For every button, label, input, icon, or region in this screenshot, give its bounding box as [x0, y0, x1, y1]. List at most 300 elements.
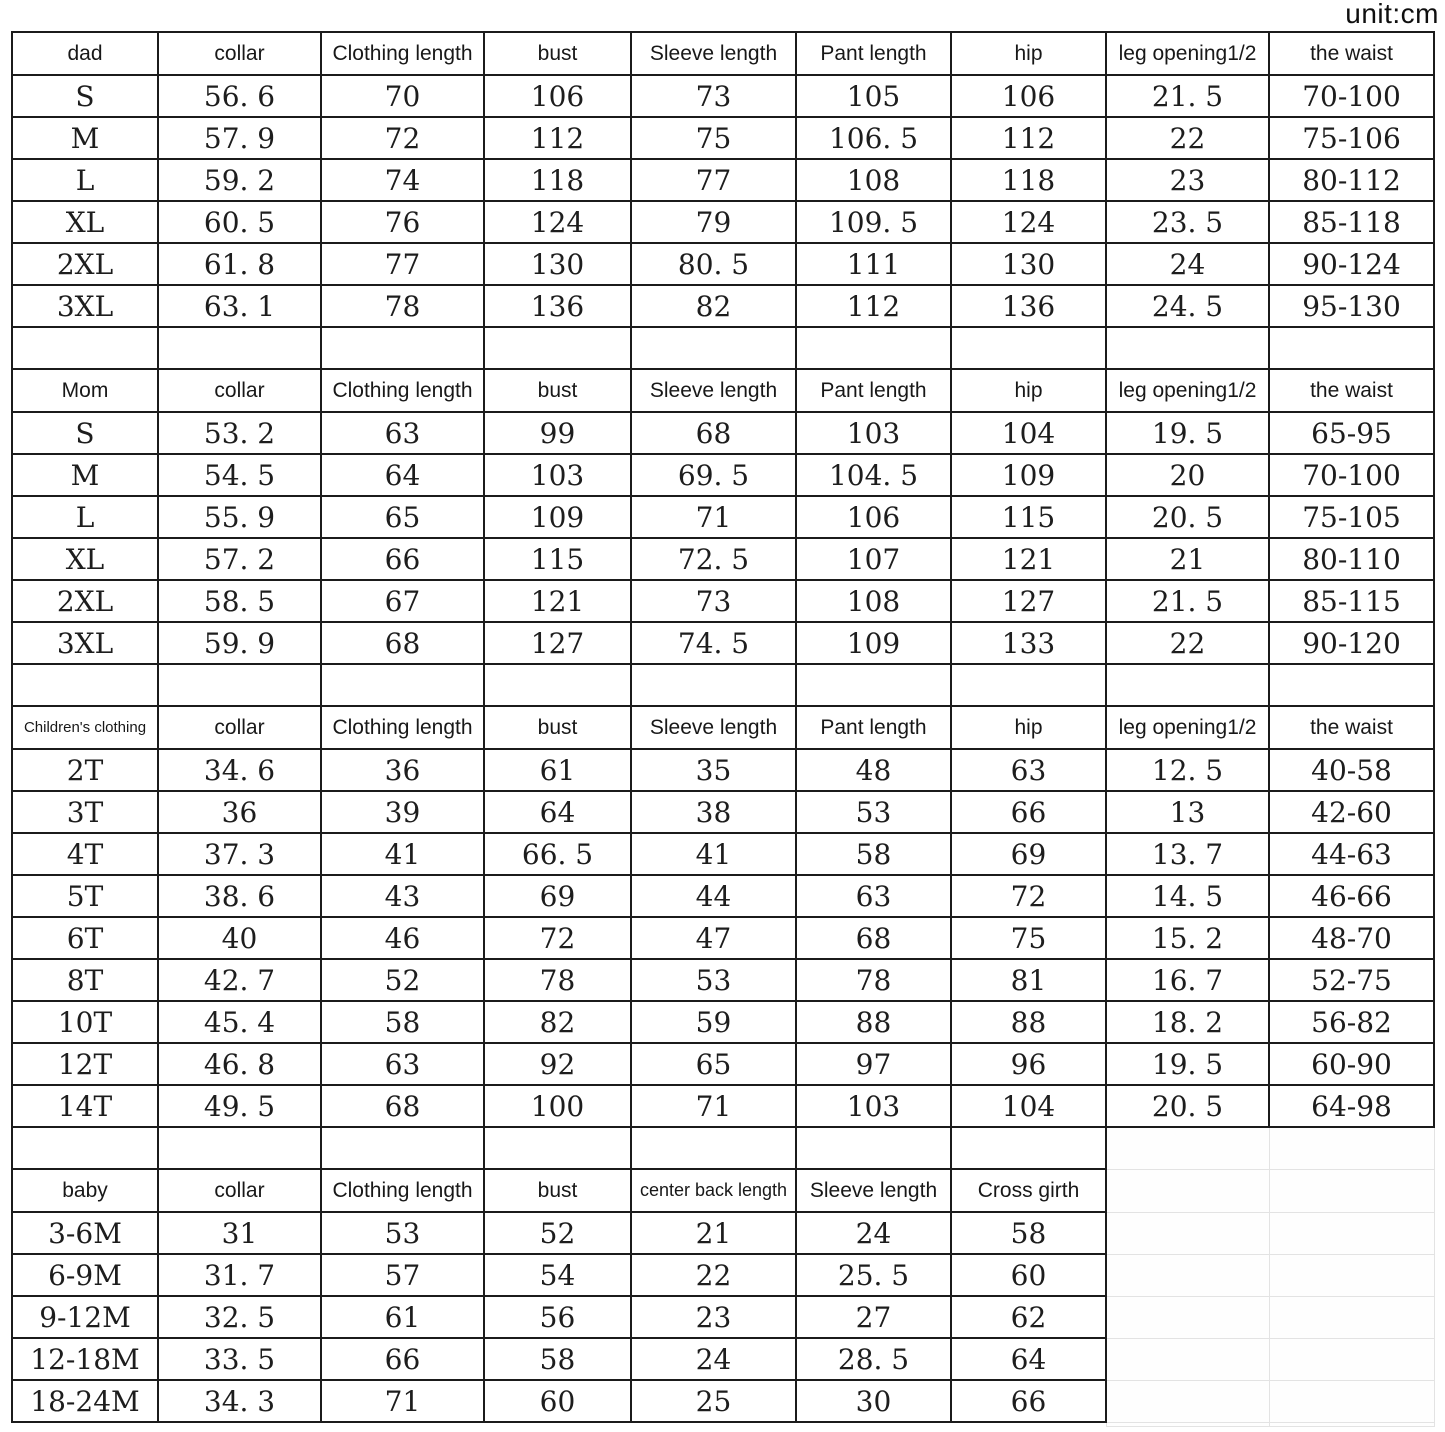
dad-row-L [12, 159, 1434, 201]
data-cell: 14. 5 [1106, 875, 1269, 917]
data-cell: 68 [796, 917, 951, 959]
data-cell: 136 [484, 285, 631, 327]
data-cell: 80. 5 [631, 243, 796, 285]
data-cell: 22 [1106, 117, 1269, 159]
data-cell: 23 [631, 1296, 796, 1338]
data-cell: 118 [484, 159, 631, 201]
column-header: collar [158, 369, 321, 412]
data-cell: 56-82 [1269, 1001, 1434, 1043]
data-cell: 63. 1 [158, 285, 321, 327]
data-cell: 88 [951, 1001, 1106, 1043]
size-cell: M [12, 454, 158, 496]
data-cell: 63 [321, 412, 484, 454]
column-header: Pant length [796, 369, 951, 412]
data-cell: 82 [631, 285, 796, 327]
data-cell: 99 [484, 412, 631, 454]
data-cell: 16. 7 [1106, 959, 1269, 1001]
column-header: bust [484, 32, 631, 75]
data-cell: 112 [951, 117, 1106, 159]
children-row-12T [12, 1043, 1434, 1085]
section-label-mom: Mom [12, 369, 158, 412]
size-cell: 3XL [12, 285, 158, 327]
size-cell: XL [12, 201, 158, 243]
data-cell: 66 [321, 538, 484, 580]
gap-cell [796, 1127, 951, 1169]
data-cell: 124 [951, 201, 1106, 243]
size-cell: 9-12M [12, 1296, 158, 1338]
data-cell: 127 [951, 580, 1106, 622]
data-cell: 107 [796, 538, 951, 580]
column-header: leg opening1/2 [1106, 369, 1269, 412]
dad-header-row [12, 32, 1434, 75]
data-cell: 54 [484, 1254, 631, 1296]
data-cell: 55. 9 [158, 496, 321, 538]
data-cell: 41 [321, 833, 484, 875]
column-header: Clothing length [321, 369, 484, 412]
size-cell: 5T [12, 875, 158, 917]
data-cell: 47 [631, 917, 796, 959]
data-cell: 53 [321, 1212, 484, 1254]
size-cell: 2XL [12, 580, 158, 622]
data-cell: 75-105 [1269, 496, 1434, 538]
size-cell: 12-18M [12, 1338, 158, 1380]
column-header: hip [951, 32, 1106, 75]
gap-cell [158, 327, 321, 369]
data-cell: 56 [484, 1296, 631, 1338]
data-cell: 73 [631, 580, 796, 622]
size-cell: 6-9M [12, 1254, 158, 1296]
data-cell: 35 [631, 749, 796, 791]
grid-cell [1106, 1212, 1269, 1254]
blank-cell [631, 1422, 796, 1426]
blank-cell [158, 1422, 321, 1426]
baby-row-18-24M [12, 1380, 1434, 1422]
gap-cell [321, 664, 484, 706]
data-cell: 13. 7 [1106, 833, 1269, 875]
gap-cell [1269, 664, 1434, 706]
column-header: Clothing length [321, 706, 484, 749]
data-cell: 75 [951, 917, 1106, 959]
data-cell: 37. 3 [158, 833, 321, 875]
data-cell: 58 [484, 1338, 631, 1380]
grid-cell [1106, 1169, 1269, 1212]
data-cell: 74. 5 [631, 622, 796, 664]
data-cell: 20 [1106, 454, 1269, 496]
gap-cell [321, 1127, 484, 1169]
data-cell: 136 [951, 285, 1106, 327]
data-cell: 85-118 [1269, 201, 1434, 243]
size-cell: 8T [12, 959, 158, 1001]
dad-row-XL [12, 201, 1434, 243]
size-cell: 12T [12, 1043, 158, 1085]
grid-cell [1269, 1380, 1434, 1422]
data-cell: 46-66 [1269, 875, 1434, 917]
mom-row-XL [12, 538, 1434, 580]
data-cell: 52 [321, 959, 484, 1001]
column-header: bust [484, 1169, 631, 1212]
data-cell: 22 [1106, 622, 1269, 664]
data-cell: 64 [951, 1338, 1106, 1380]
data-cell: 65 [631, 1043, 796, 1085]
data-cell: 15. 2 [1106, 917, 1269, 959]
data-cell: 106 [484, 75, 631, 117]
gap-cell [1106, 327, 1269, 369]
data-cell: 30 [796, 1380, 951, 1422]
gap-cell [631, 664, 796, 706]
data-cell: 65 [321, 496, 484, 538]
data-cell: 63 [321, 1043, 484, 1085]
data-cell: 88 [796, 1001, 951, 1043]
data-cell: 25 [631, 1380, 796, 1422]
column-header: collar [158, 32, 321, 75]
size-cell: 10T [12, 1001, 158, 1043]
data-cell: 92 [484, 1043, 631, 1085]
section-label-children: Children's clothing [12, 706, 158, 749]
data-cell: 90-124 [1269, 243, 1434, 285]
blank-cell [484, 1422, 631, 1426]
data-cell: 58 [951, 1212, 1106, 1254]
gap-cell [951, 327, 1106, 369]
data-cell: 57. 2 [158, 538, 321, 580]
mom-row-2XL [12, 580, 1434, 622]
size-cell: 3-6M [12, 1212, 158, 1254]
data-cell: 68 [321, 622, 484, 664]
data-cell: 18. 2 [1106, 1001, 1269, 1043]
data-cell: 67 [321, 580, 484, 622]
data-cell: 115 [484, 538, 631, 580]
children-row-6T [12, 917, 1434, 959]
data-cell: 33. 5 [158, 1338, 321, 1380]
dad-row-S [12, 75, 1434, 117]
size-cell: 2T [12, 749, 158, 791]
grid-cell [1269, 1127, 1434, 1169]
data-cell: 108 [796, 580, 951, 622]
data-cell: 72 [951, 875, 1106, 917]
column-header: Sleeve length [631, 32, 796, 75]
data-cell: 23. 5 [1106, 201, 1269, 243]
baby-row-6-9M [12, 1254, 1434, 1296]
column-header: bust [484, 706, 631, 749]
baby-row-12-18M [12, 1338, 1434, 1380]
dad-row-2XL [12, 243, 1434, 285]
gap-cell [12, 327, 158, 369]
column-header: collar [158, 706, 321, 749]
data-cell: 24 [796, 1212, 951, 1254]
data-cell: 42. 7 [158, 959, 321, 1001]
data-cell: 85-115 [1269, 580, 1434, 622]
data-cell: 19. 5 [1106, 1043, 1269, 1085]
children-row-14T [12, 1085, 1434, 1127]
data-cell: 24 [1106, 243, 1269, 285]
gap-cell [12, 1127, 158, 1169]
data-cell: 63 [951, 749, 1106, 791]
grid-cell [1269, 1422, 1434, 1426]
data-cell: 71 [321, 1380, 484, 1422]
data-cell: 41 [631, 833, 796, 875]
data-cell: 66 [321, 1338, 484, 1380]
size-cell: L [12, 496, 158, 538]
mom-row-3XL [12, 622, 1434, 664]
section-gap-row [12, 327, 1434, 369]
data-cell: 40 [158, 917, 321, 959]
data-cell: 24 [631, 1338, 796, 1380]
data-cell: 52 [484, 1212, 631, 1254]
gap-cell [951, 664, 1106, 706]
gap-cell [796, 664, 951, 706]
data-cell: 60 [484, 1380, 631, 1422]
mom-row-M [12, 454, 1434, 496]
data-cell: 52-75 [1269, 959, 1434, 1001]
gap-cell [484, 664, 631, 706]
data-cell: 46. 8 [158, 1043, 321, 1085]
data-cell: 70-100 [1269, 75, 1434, 117]
size-cell: M [12, 117, 158, 159]
data-cell: 104. 5 [796, 454, 951, 496]
column-header: Pant length [796, 32, 951, 75]
data-cell: 54. 5 [158, 454, 321, 496]
column-header: Clothing length [321, 32, 484, 75]
blank-cell [796, 1422, 951, 1426]
data-cell: 70 [321, 75, 484, 117]
gap-cell [484, 1127, 631, 1169]
gap-cell [951, 1127, 1106, 1169]
grid-cell [1269, 1296, 1434, 1338]
data-cell: 62 [951, 1296, 1106, 1338]
data-cell: 71 [631, 496, 796, 538]
gap-cell [631, 327, 796, 369]
data-cell: 21. 5 [1106, 75, 1269, 117]
grid-cell [1269, 1169, 1434, 1212]
data-cell: 78 [484, 959, 631, 1001]
data-cell: 109. 5 [796, 201, 951, 243]
grid-cell [1106, 1422, 1269, 1426]
column-header: Sleeve length [631, 706, 796, 749]
gap-cell [1106, 664, 1269, 706]
data-cell: 121 [484, 580, 631, 622]
data-cell: 48-70 [1269, 917, 1434, 959]
data-cell: 82 [484, 1001, 631, 1043]
data-cell: 43 [321, 875, 484, 917]
data-cell: 40-58 [1269, 749, 1434, 791]
data-cell: 31 [158, 1212, 321, 1254]
section-label-baby: baby [12, 1169, 158, 1212]
grid-cell [1106, 1296, 1269, 1338]
gap-cell [321, 327, 484, 369]
data-cell: 27 [796, 1296, 951, 1338]
data-cell: 20. 5 [1106, 1085, 1269, 1127]
gap-cell [484, 327, 631, 369]
data-cell: 130 [951, 243, 1106, 285]
unit-label: unit:cm [1345, 0, 1439, 29]
size-cell: XL [12, 538, 158, 580]
data-cell: 58 [321, 1001, 484, 1043]
data-cell: 21 [1106, 538, 1269, 580]
column-header: hip [951, 369, 1106, 412]
data-cell: 70-100 [1269, 454, 1434, 496]
data-cell: 80-112 [1269, 159, 1434, 201]
size-chart-table [11, 31, 1435, 1427]
data-cell: 78 [796, 959, 951, 1001]
column-header: leg opening1/2 [1106, 32, 1269, 75]
size-cell: L [12, 159, 158, 201]
data-cell: 108 [796, 159, 951, 201]
data-cell: 63 [796, 875, 951, 917]
grid-cell [1106, 1127, 1269, 1169]
column-header: center back length [631, 1169, 796, 1212]
data-cell: 19. 5 [1106, 412, 1269, 454]
children-header-row [12, 706, 1434, 749]
size-cell: 3XL [12, 622, 158, 664]
dad-row-M [12, 117, 1434, 159]
data-cell: 44 [631, 875, 796, 917]
data-cell: 104 [951, 412, 1106, 454]
data-cell: 100 [484, 1085, 631, 1127]
data-cell: 105 [796, 75, 951, 117]
size-chart-body [12, 32, 1434, 1426]
data-cell: 24. 5 [1106, 285, 1269, 327]
data-cell: 104 [951, 1085, 1106, 1127]
column-header: hip [951, 706, 1106, 749]
data-cell: 71 [631, 1085, 796, 1127]
children-row-5T [12, 875, 1434, 917]
data-cell: 79 [631, 201, 796, 243]
data-cell: 57. 9 [158, 117, 321, 159]
data-cell: 69. 5 [631, 454, 796, 496]
section-label-dad: dad [12, 32, 158, 75]
data-cell: 103 [796, 1085, 951, 1127]
data-cell: 61. 8 [158, 243, 321, 285]
data-cell: 60 [951, 1254, 1106, 1296]
data-cell: 56. 6 [158, 75, 321, 117]
data-cell: 109 [796, 622, 951, 664]
grid-cell [1106, 1338, 1269, 1380]
data-cell: 90-120 [1269, 622, 1434, 664]
data-cell: 28. 5 [796, 1338, 951, 1380]
blank-cell [321, 1422, 484, 1426]
column-header: Clothing length [321, 1169, 484, 1212]
data-cell: 77 [631, 159, 796, 201]
size-cell: 6T [12, 917, 158, 959]
baby-row-3-6M [12, 1212, 1434, 1254]
data-cell: 53 [796, 791, 951, 833]
column-header: the waist [1269, 369, 1434, 412]
data-cell: 74 [321, 159, 484, 201]
blank-cell [12, 1422, 158, 1426]
data-cell: 22 [631, 1254, 796, 1296]
gap-cell [1269, 327, 1434, 369]
data-cell: 111 [796, 243, 951, 285]
data-cell: 36 [321, 749, 484, 791]
data-cell: 59 [631, 1001, 796, 1043]
data-cell: 58. 5 [158, 580, 321, 622]
column-header: bust [484, 369, 631, 412]
data-cell: 124 [484, 201, 631, 243]
data-cell: 78 [321, 285, 484, 327]
data-cell: 61 [484, 749, 631, 791]
gap-cell [796, 327, 951, 369]
data-cell: 72 [321, 117, 484, 159]
data-cell: 32. 5 [158, 1296, 321, 1338]
dad-row-3XL [12, 285, 1434, 327]
data-cell: 57 [321, 1254, 484, 1296]
data-cell: 75 [631, 117, 796, 159]
data-cell: 31. 7 [158, 1254, 321, 1296]
data-cell: 34. 3 [158, 1380, 321, 1422]
data-cell: 21. 5 [1106, 580, 1269, 622]
data-cell: 64 [321, 454, 484, 496]
data-cell: 65-95 [1269, 412, 1434, 454]
size-cell: S [12, 75, 158, 117]
data-cell: 66 [951, 1380, 1106, 1422]
data-cell: 38 [631, 791, 796, 833]
gap-cell [12, 664, 158, 706]
bottom-sliver-row [12, 1422, 1434, 1426]
column-header: the waist [1269, 32, 1434, 75]
size-cell: 4T [12, 833, 158, 875]
data-cell: 81 [951, 959, 1106, 1001]
data-cell: 23 [1106, 159, 1269, 201]
data-cell: 115 [951, 496, 1106, 538]
data-cell: 48 [796, 749, 951, 791]
data-cell: 12. 5 [1106, 749, 1269, 791]
children-row-3T [12, 791, 1434, 833]
data-cell: 133 [951, 622, 1106, 664]
grid-cell [1106, 1254, 1269, 1296]
data-cell: 72. 5 [631, 538, 796, 580]
grid-cell [1269, 1338, 1434, 1380]
data-cell: 73 [631, 75, 796, 117]
data-cell: 106. 5 [796, 117, 951, 159]
section-gap-row [12, 1127, 1434, 1169]
data-cell: 80-110 [1269, 538, 1434, 580]
gap-cell [158, 1127, 321, 1169]
grid-cell [1269, 1212, 1434, 1254]
data-cell: 13 [1106, 791, 1269, 833]
data-cell: 44-63 [1269, 833, 1434, 875]
section-gap-row [12, 664, 1434, 706]
grid-cell [1106, 1380, 1269, 1422]
data-cell: 39 [321, 791, 484, 833]
data-cell: 59. 2 [158, 159, 321, 201]
data-cell: 58 [796, 833, 951, 875]
data-cell: 121 [951, 538, 1106, 580]
data-cell: 75-106 [1269, 117, 1434, 159]
data-cell: 109 [484, 496, 631, 538]
data-cell: 36 [158, 791, 321, 833]
data-cell: 21 [631, 1212, 796, 1254]
grid-cell [1269, 1254, 1434, 1296]
mom-row-S [12, 412, 1434, 454]
gap-cell [158, 664, 321, 706]
data-cell: 109 [951, 454, 1106, 496]
data-cell: 68 [631, 412, 796, 454]
data-cell: 59. 9 [158, 622, 321, 664]
data-cell: 25. 5 [796, 1254, 951, 1296]
data-cell: 97 [796, 1043, 951, 1085]
data-cell: 118 [951, 159, 1106, 201]
column-header: leg opening1/2 [1106, 706, 1269, 749]
data-cell: 66 [951, 791, 1106, 833]
data-cell: 112 [484, 117, 631, 159]
column-header: collar [158, 1169, 321, 1212]
size-cell: 3T [12, 791, 158, 833]
column-header: Pant length [796, 706, 951, 749]
mom-header-row [12, 369, 1434, 412]
blank-cell [951, 1422, 1106, 1426]
data-cell: 69 [951, 833, 1106, 875]
data-cell: 64-98 [1269, 1085, 1434, 1127]
data-cell: 103 [796, 412, 951, 454]
